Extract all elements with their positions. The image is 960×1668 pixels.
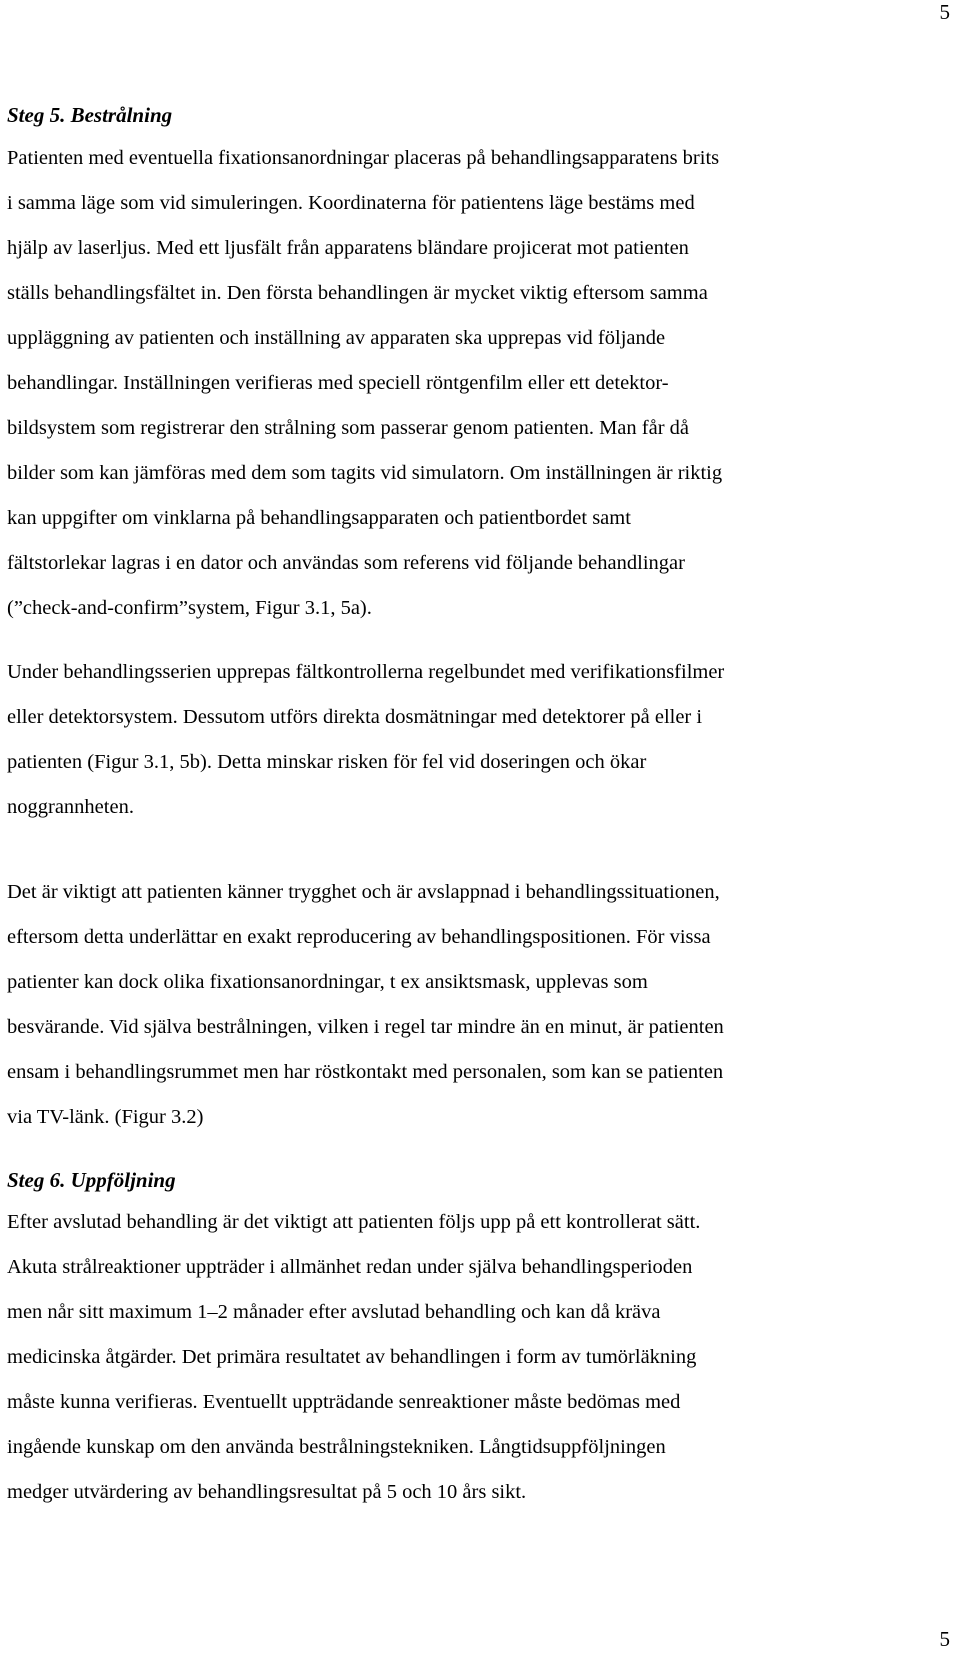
text-line: noggrannheten. (7, 796, 134, 818)
text-line: medicinska åtgärder. Det primära resultatet av behandlingen i form av tumörläkning (7, 1346, 697, 1368)
text-line: patienten (Figur 3.1, 5b). Detta minskar risken för fel vid doseringen och ökar (7, 751, 647, 773)
paragraph-bestralning-2 (7, 650, 942, 830)
text-line: hjälp av laserljus. Med ett ljusfält från apparatens bländare projicerat mot patienten (7, 237, 689, 259)
text-line: patienter kan dock olika fixationsanordningar, t ex ansiktsmask, upplevas som (7, 971, 648, 993)
paragraph-bestralning-1 (7, 136, 942, 631)
page-number-bottom: 5 (939, 1627, 950, 1651)
paragraph-uppfoljning (7, 1200, 942, 1515)
text-line: eftersom detta underlättar en exakt reproducering av behandlingspositionen. För vissa (7, 926, 711, 948)
page-number-top: 5 (939, 0, 950, 24)
text-line: medger utvärdering av behandlingsresultat på 5 och 10 års sikt. (7, 1481, 527, 1503)
section-heading-steg-6: Steg 6. Uppföljning (7, 1168, 176, 1192)
text-line: behandlingar. Inställningen verifieras med speciell röntgenfilm eller ett detektor- (7, 372, 669, 394)
text-line: bildsystem som registrerar den strålning som passerar genom patienten. Man får då (7, 417, 690, 439)
text-line: ställs behandlingsfältet in. Den första behandlingen är mycket viktig eftersom samma (7, 282, 708, 304)
text-line: uppläggning av patienten och inställning av apparaten ska upprepas vid följande (7, 327, 666, 349)
text-line: Det är viktigt att patienten känner trygghet och är avslappnad i behandlingssituationen, (7, 881, 720, 903)
text-line: eller detektorsystem. Dessutom utförs direkta dosmätningar med detektorer på eller i (7, 706, 703, 728)
text-line: i samma läge som vid simuleringen. Koordinaterna för patientens läge bestäms med (7, 192, 695, 214)
text-line: Under behandlingsserien upprepas fältkontrollerna regelbundet med verifikationsfilmer (7, 661, 725, 683)
text-line: måste kunna verifieras. Eventuellt uppträdande senreaktioner måste bedömas med (7, 1391, 681, 1413)
text-line: men når sitt maximum 1–2 månader efter avslutad behandling och kan då kräva (7, 1301, 661, 1323)
text-line: Akuta strålreaktioner uppträder i allmänhet redan under själva behandlingsperioden (7, 1256, 693, 1278)
text-line: ensam i behandlingsrummet men har röstkontakt med personalen, som kan se patienten (7, 1061, 724, 1083)
text-line: (”check-and-confirm”system, Figur 3.1, 5a). (7, 597, 372, 619)
text-line: besvärande. Vid själva bestrålningen, vilken i regel tar mindre än en minut, är patienten (7, 1016, 724, 1038)
text-line: fältstorlekar lagras i en dator och användas som referens vid följande behandlingar (7, 552, 685, 574)
text-line: ingående kunskap om den använda bestrålningstekniken. Långtidsuppföljningen (7, 1436, 666, 1458)
paragraph-bestralning-3 (7, 870, 942, 1140)
text-line: kan uppgifter om vinklarna på behandlingsapparaten och patientbordet samt (7, 507, 631, 529)
text-line: Efter avslutad behandling är det viktigt att patienten följs upp på ett kontrollerat sätt. (7, 1211, 701, 1233)
text-line: Patienten med eventuella fixationsanordningar placeras på behandlingsapparatens brits (7, 147, 720, 169)
text-line: bilder som kan jämföras med dem som tagits vid simulatorn. Om inställningen är riktig (7, 462, 723, 484)
text-line: via TV-länk. (Figur 3.2) (7, 1106, 204, 1128)
section-heading-steg-5: Steg 5. Bestrålning (7, 103, 173, 127)
